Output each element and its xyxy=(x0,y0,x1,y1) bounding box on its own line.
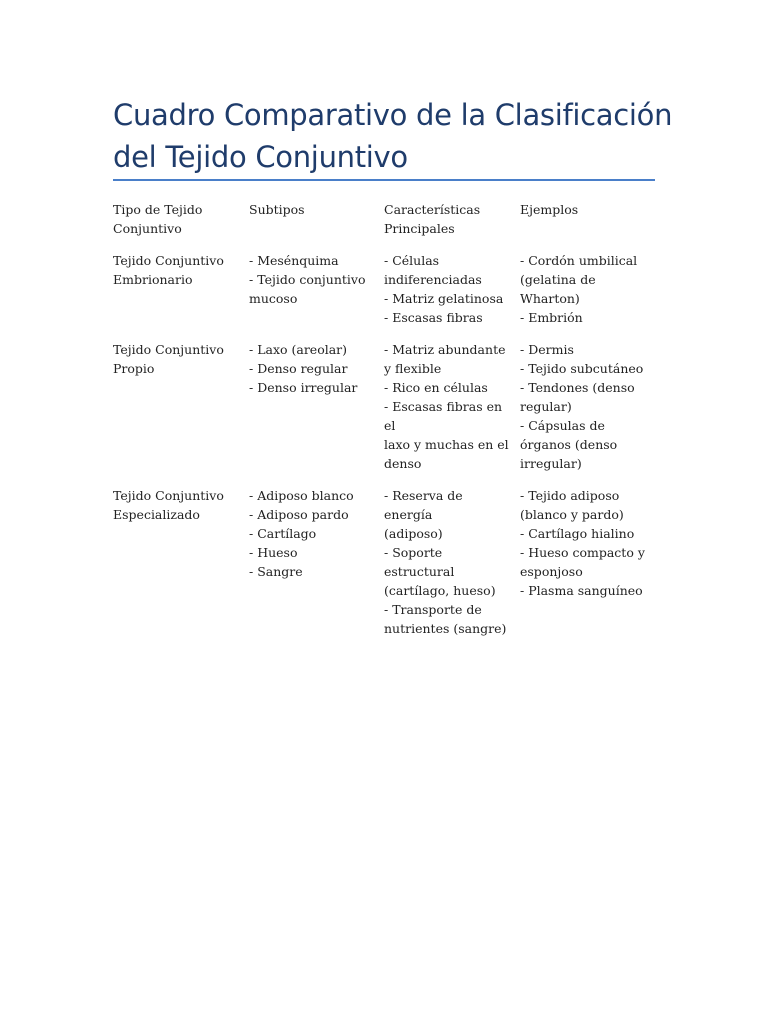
header-ejemplos: Ejemplos xyxy=(520,202,579,217)
table-header-row xyxy=(113,200,655,251)
cell-caracteristicas: - Matriz abundante y flexible - Rico en células - Escasas fibras en el laxo y muchas en el denso xyxy=(384,342,509,471)
cell-tipo: Tejido Conjuntivo Embrionario xyxy=(113,253,224,287)
page-title: Cuadro Comparativo de la Clasificación del Tejido Conjuntivo xyxy=(113,98,673,174)
cell-subtipos: - Laxo (areolar) - Denso regular - Denso irregular xyxy=(249,342,358,395)
cell-caracteristicas: - Reserva de energía (adiposo) - Soporte estructural (cartílago, hueso) - Transporte de nutrientes (sangre) xyxy=(384,488,507,636)
comparison-table xyxy=(113,200,655,651)
table-row-embrionario xyxy=(113,251,655,340)
cell-ejemplos: - Tejido adiposo (blanco y pardo) - Cartílago hialino - Hueso compacto y esponjoso - Plasma sanguíneo xyxy=(520,488,645,598)
cell-tipo: Tejido Conjuntivo Especializado xyxy=(113,488,224,522)
cell-ejemplos: - Cordón umbilical (gelatina de Wharton) - Embrión xyxy=(520,253,638,325)
header-subtipos: Subtipos xyxy=(249,202,305,217)
header-caracteristicas: Características Principales xyxy=(384,202,481,236)
cell-caracteristicas: - Células indiferenciadas - Matriz gelatinosa - Escasas fibras xyxy=(384,253,504,325)
table-row-propio xyxy=(113,340,655,486)
cell-ejemplos: - Dermis - Tejido subcutáneo - Tendones (denso regular) - Cápsulas de órganos (denso irregular) xyxy=(520,342,644,471)
cell-tipo: Tejido Conjuntivo Propio xyxy=(113,342,224,376)
cell-subtipos: - Adiposo blanco - Adiposo pardo - Cartílago - Hueso - Sangre xyxy=(249,488,354,579)
cell-subtipos: - Mesénquima - Tejido conjuntivo mucoso xyxy=(249,253,366,306)
table-row-especializado xyxy=(113,486,655,651)
title-underline xyxy=(113,179,655,181)
header-tipo: Tipo de Tejido Conjuntivo xyxy=(113,202,203,236)
